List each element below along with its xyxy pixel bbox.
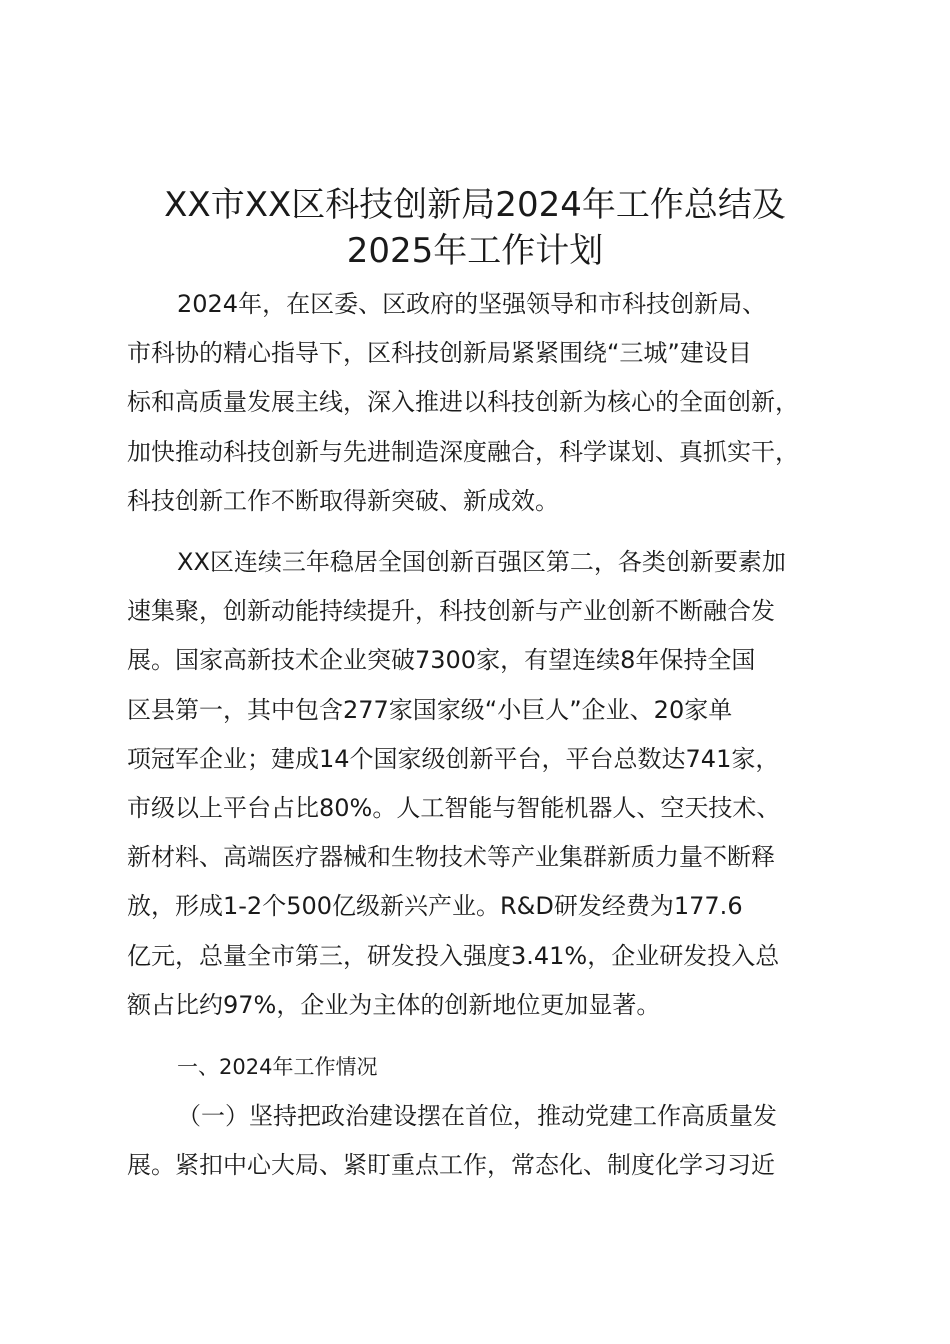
paragraph-line: 新材料、高端医疗器械和生物技术等产业集群新质力量不断释	[127, 843, 775, 872]
paragraph-line: 市级以上平台占比80%。人工智能与智能机器人、空天技术、	[127, 794, 781, 823]
paragraph-line: 亿元，总量全市第三，研发投入强度3.41%，企业研发投入总	[127, 941, 780, 970]
paragraph-line: XX区连续三年稳居全国创新百强区第二，各类创新要素加	[177, 548, 786, 577]
overview-paragraph	[127, 538, 827, 1030]
paragraph-line: 展。国家高新技术企业突破7300家，有望连续8年保持全国	[127, 646, 756, 675]
paragraph-line: 科技创新工作不断取得新突破、新成效。	[127, 486, 559, 515]
paragraph-line: 区县第一，其中包含277家国家级“小巨人”企业、20家单	[127, 695, 733, 724]
document-body	[127, 280, 827, 1191]
paragraph-line: 速集聚，创新动能持续提升，科技创新与产业创新不断融合发	[127, 597, 775, 626]
paragraph-line: 放，形成1-2个500亿级新兴产业。R&D研发经费为177.6	[127, 892, 743, 921]
paragraph-line: 展。紧扣中心大局、紧盯重点工作，常态化、制度化学习习近	[127, 1151, 775, 1180]
section-heading: 一、2024年工作情况	[177, 1055, 378, 1080]
paragraph-line: 市科协的精心指导下，区科技创新局紧紧围绕“三城”建设目	[127, 339, 752, 368]
document-title	[100, 182, 850, 274]
paragraph-line: 标和高质量发展主线，深入推进以科技创新为核心的全面创新，	[127, 388, 799, 417]
title-line-2: 2025年工作计划	[346, 231, 604, 271]
title-line-1: XX市XX区科技创新局2024年工作总结及	[164, 185, 786, 225]
paragraph-line: 加快推动科技创新与先进制造深度融合，科学谋划、真抓实干，	[127, 437, 799, 466]
paragraph-line: （一）坚持把政治建设摆在首位，推动党建工作高质量发	[177, 1102, 777, 1131]
paragraph-line: 项冠军企业；建成14个国家级创新平台，平台总数达741家，	[127, 744, 780, 773]
subsection-paragraph	[127, 1092, 827, 1190]
intro-paragraph	[127, 280, 827, 526]
paragraph-line: 额占比约97%，企业为主体的创新地位更加显著。	[127, 990, 661, 1019]
paragraph-line: 2024年，在区委、区政府的坚强领导和市科技创新局、	[177, 290, 767, 318]
